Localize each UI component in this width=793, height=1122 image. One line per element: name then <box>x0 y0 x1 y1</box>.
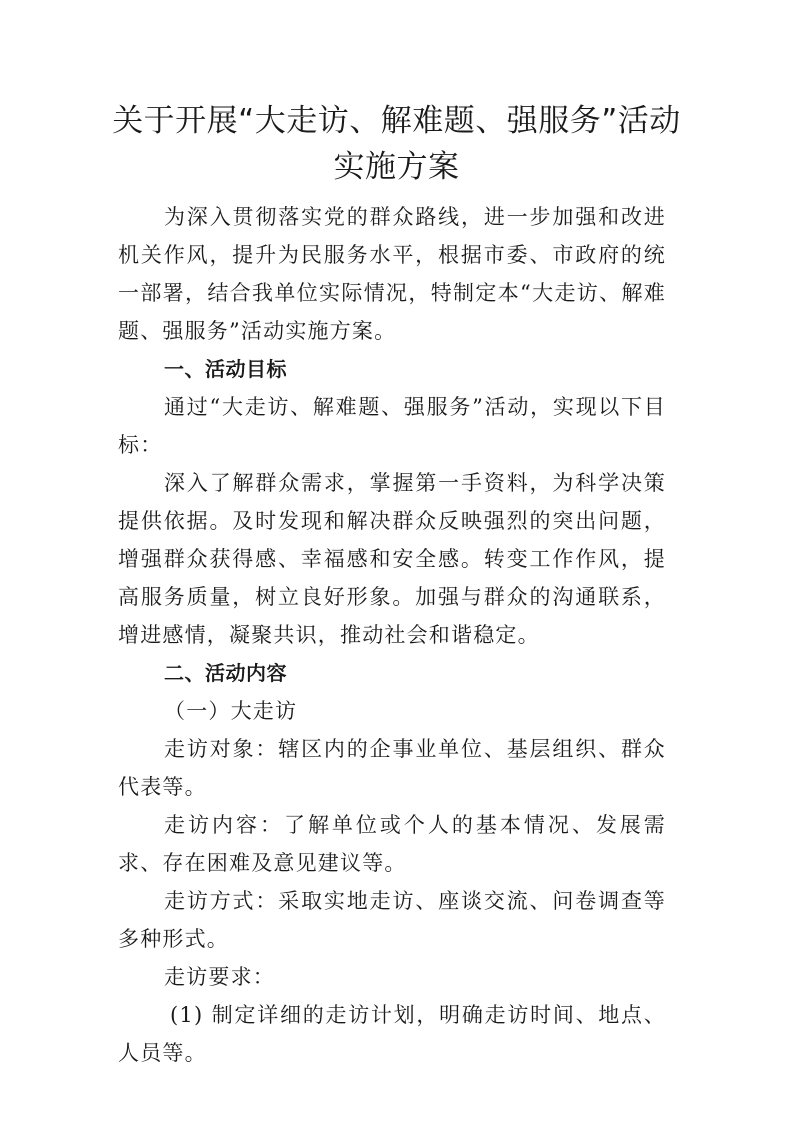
section-2-heading: 二、活动内容 <box>164 661 287 685</box>
section-1-lead: 通过“大走访、解难题、强服务”活动，实现以下目标： <box>118 395 666 457</box>
visit-objects-paragraph: 走访对象：辖区内的企事业单位、基层组织、群众代表等。 <box>118 737 666 799</box>
visit-methods-paragraph: 走访方式：采取实地走访、座谈交流、问卷调查等多种形式。 <box>118 889 666 951</box>
document-body <box>118 198 666 1072</box>
visit-content-paragraph: 走访内容：了解单位或个人的基本情况、发展需求、存在困难及意见建议等。 <box>118 813 666 875</box>
subsection-1-heading: （一）大走访 <box>164 699 298 723</box>
document-title: 关于开展“大走访、解难题、强服务”活动实施方案 <box>112 103 681 185</box>
section-1-goals: 深入了解群众需求，掌握第一手资料，为科学决策提供依据。及时发现和解决群众反映强烈的突出问题，增强群众获得感、幸福感和安全感。转变工作作风，提高服务质量，树立良好形象。加强与群众的沟通联系，增进感情，凝聚共识，推动社会和谐稳定。 <box>118 471 666 647</box>
visit-requirement-1: (1) 制定详细的走访计划，明确走访时间、地点、人员等。 <box>118 1003 666 1065</box>
visit-requirements-label: 走访要求： <box>164 965 275 989</box>
section-1-heading: 一、活动目标 <box>164 357 287 381</box>
intro-paragraph: 为深入贯彻落实党的群众路线，进一步加强和改进机关作风，提升为民服务水平，根据市委、市政府的统一部署，结合我单位实际情况，特制定本“大走访、解难题、强服务”活动实施方案。 <box>118 205 666 343</box>
